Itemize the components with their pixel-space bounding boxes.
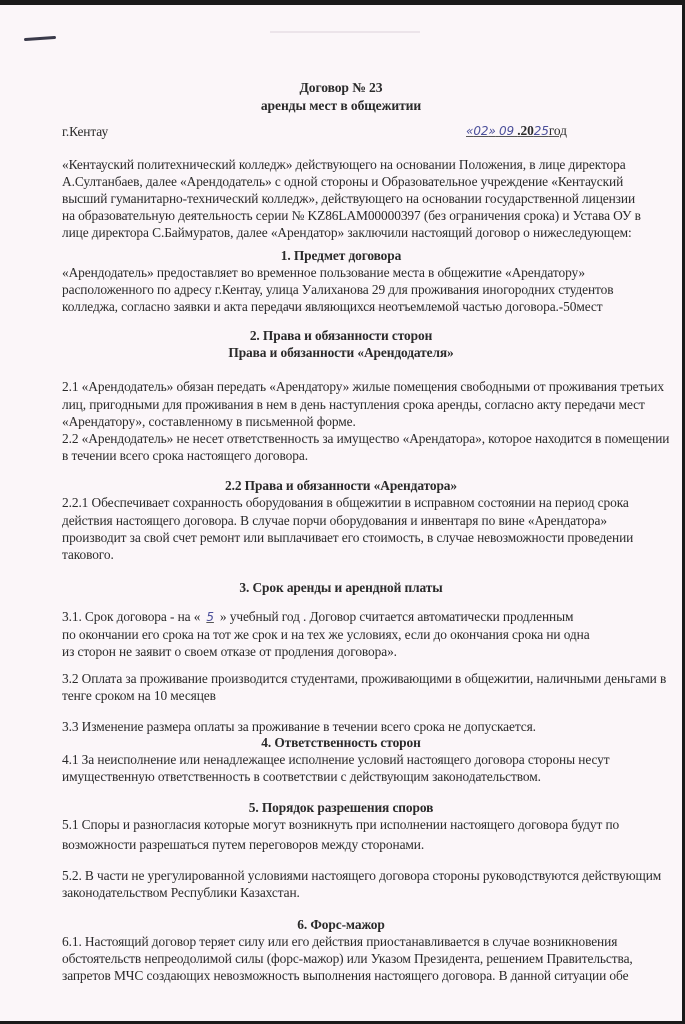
date-year-word: год <box>548 123 567 138</box>
clause-3-2-line: тенге сроком на 10 месяцев <box>62 688 216 703</box>
section-1-heading: 1. Предмет договора <box>280 248 402 263</box>
section-2-line: в течении всего срока настоящего договора. <box>62 448 308 463</box>
section-2-heading: 2. Права и обязанности сторон <box>249 328 433 343</box>
clause-3-1-line: по окончании его срока на тот же срок и на тех же условиях, если до окончания срока ни одна <box>62 627 590 642</box>
section-6-line: обстоятельств непреодолимой силы (форс-мажор) или Указом Президента, решением Правительства, <box>62 951 633 966</box>
section-4-line: 4.1 За неисполнение или ненадлежащее исполнение условий настоящего договора стороны несут <box>62 752 610 767</box>
section-5-heading: 5. Порядок разрешения споров <box>248 800 434 815</box>
section-4-heading: 4. Ответственность сторон <box>261 735 421 750</box>
clause-3-1-prefix: 3.1. Срок договора - на « <box>62 609 201 624</box>
date-year-prefix: .20 <box>517 123 534 138</box>
bleed-through-mark <box>270 31 420 33</box>
section-4-line: имущественную ответственность в соответствии с действующим законодательством. <box>62 769 541 784</box>
section-2-2-line: производит за свой счет ремонт или выплачивает его стоимость, в случае невозможности проведении <box>62 530 634 545</box>
section-6-line: 6.1. Настоящий договор теряет силу или его действия приостанавливается в случае возникновения <box>62 934 618 949</box>
section-2-2-line: такового. <box>62 547 114 562</box>
contract-date <box>466 122 567 140</box>
clause-3-2-line: 3.2 Оплата за проживание производится студентами, проживающими в общежитии, наличными деньгами в <box>62 671 667 686</box>
section-2-line: 2.1 «Арендодатель» обязан передать «Арендатору» жилые помещения свободными от проживания третьих <box>62 379 664 394</box>
preamble-line: на образовательную деятельность серии № KZ86LAM00000397 (без ограничения срока) и Устава ОУ в <box>62 208 641 223</box>
clause-5-2-line: 5.2. В части не урегулированной условиями настоящего договора стороны руководствуются действующим <box>62 868 662 883</box>
clause-5-1-line: возможности разрешаться путем переговоров между сторонами. <box>62 837 425 852</box>
section-6-heading: 6. Форс-мажор <box>297 917 385 932</box>
clause-3-1-first-line <box>62 608 573 626</box>
date-close-quote: » <box>488 124 496 138</box>
clause-3-1-suffix: » учебный год . Договор считается автоматически продленным <box>219 609 574 624</box>
section-2-2-heading: 2.2 Права и обязанности «Арендатора» <box>225 478 457 493</box>
section-1-line: «Арендодатель» предоставляет во временное пользование места в общежитие «Арендатору» <box>62 265 586 280</box>
preamble-line: «Кентауский политехнический колледж» действующего на основании Положения, в лице директора <box>62 157 626 172</box>
section-1-line: расположенного по адресу г.Кентау, улица Уалиханова 29 для проживания иногородних студентов <box>62 282 614 297</box>
date-year-suffix-handwritten: 25 <box>533 124 549 138</box>
section-3-heading: 3. Срок аренды и арендной платы <box>239 580 443 595</box>
document-subtitle: аренды мест в общежитии <box>260 98 422 113</box>
document-page <box>0 5 682 1021</box>
date-open-quote: « <box>466 124 474 138</box>
city-label: г.Кентау <box>62 124 109 139</box>
clause-3-1-line: из сторон не заявит о своем отказе от продления договора». <box>62 644 397 659</box>
document-title: Договор № 23 <box>299 80 383 95</box>
section-6-line: запретов МЧС создающих невозможность выполнения настоящего договора. В данной ситуации обе <box>62 968 629 983</box>
preamble-line: лице директора С.Баймуратов, далее «Арендатор» заключили настоящий договор о нижеследующем: <box>62 225 632 240</box>
preamble-line: высший гуманитарно-технический колледж», действующего на основании государственной лицензии <box>62 191 636 206</box>
date-month-handwritten: 09 <box>498 124 515 138</box>
section-2-line: 2.2 «Арендодатель» не несет ответственность за имущество «Арендатора», которое находится в помещении <box>62 431 670 446</box>
section-2-2-line: действия настоящего договора. В случае порчи оборудования и инвентаря по вине «Арендатора» <box>62 513 607 528</box>
section-1-line: колледжа, согласно заявки и акта передачи являющихся неотъемлемой частью договора.-50мест <box>62 299 603 314</box>
clause-5-2-line: законодательством Республики Казахстан. <box>62 885 300 900</box>
section-2-2-line: 2.2.1 Обеспечивает сохранность оборудования в общежитии в исправном состоянии на период срока <box>62 495 629 510</box>
clause-3-3-line: 3.3 Изменение размера оплаты за проживание в течении всего срока не допускается. <box>62 719 536 734</box>
preamble-line: А.Султанбаев, далее «Арендодатель» с одной стороны и Образовательное учреждение «Кентауский <box>62 174 624 189</box>
date-day-handwritten: 02 <box>473 124 489 138</box>
pen-stroke-mark <box>24 36 56 41</box>
section-2-line: лиц, пригодными для проживания в нем в день наступления срока аренды, согласно акту передачи мест <box>62 397 645 412</box>
section-2-line: «Арендатору», составленному в письменной форме. <box>62 414 356 429</box>
clause-3-1-handwritten-years: 5 <box>206 610 214 624</box>
section-2-subheading: Права и обязанности «Арендодателя» <box>228 345 454 360</box>
clause-5-1-line: 5.1 Споры и разногласия которые могут возникнуть при исполнении настоящего договора будут по <box>62 817 620 832</box>
